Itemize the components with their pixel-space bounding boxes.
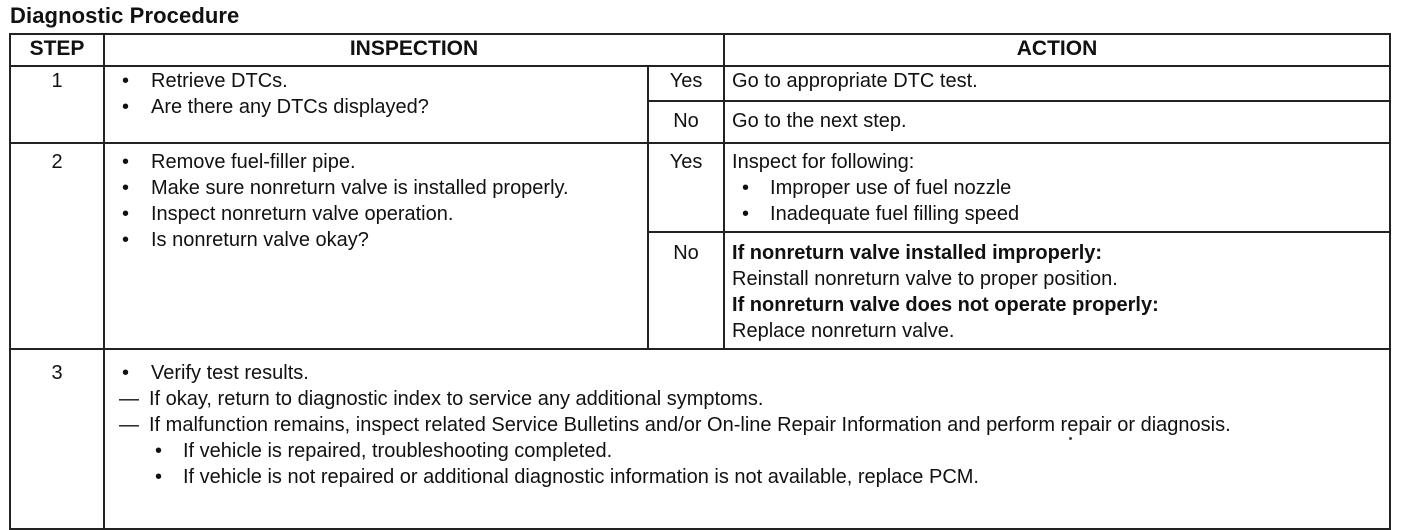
scan-speck <box>1069 437 1072 440</box>
list-item: • Inadequate fuel filling speed <box>732 201 1383 227</box>
diagnostic-procedure-table <box>9 33 1391 530</box>
no-action: Go to the next step. <box>724 101 1390 143</box>
action-header: ACTION <box>724 34 1390 66</box>
list-item: • Are there any DTCs displayed? <box>117 94 639 120</box>
list-item: • Retrieve DTCs. <box>117 68 639 94</box>
no-action-heading: If nonreturn valve does not operate properly: <box>732 294 1159 316</box>
no-action-text: Reinstall nonreturn valve to proper position. <box>732 268 1118 290</box>
yes-action-intro: Inspect for following: <box>732 151 915 173</box>
step-header: STEP <box>10 34 104 66</box>
step3-main-text: Verify test results. <box>151 362 309 384</box>
list-item: • Inspect nonreturn valve operation. <box>117 201 639 227</box>
table-row <box>10 143 1390 232</box>
step-number: 1 <box>10 66 104 143</box>
list-item: • Is nonreturn valve okay? <box>117 227 639 253</box>
table-header-row <box>10 34 1390 66</box>
list-item: • If vehicle is not repaired or additional diagnostic information is not available, replace PCM. <box>151 464 1369 490</box>
no-label: No <box>648 232 724 349</box>
inspection-cell <box>104 66 648 143</box>
list-item: • Make sure nonreturn valve is installed properly. <box>117 175 639 201</box>
table-row <box>10 349 1390 529</box>
yes-action <box>724 143 1390 232</box>
step-number: 2 <box>10 143 104 349</box>
list-item: • If vehicle is repaired, troubleshooting completed. <box>151 438 1369 464</box>
list-item: • Improper use of fuel nozzle <box>732 175 1383 201</box>
no-action-heading: If nonreturn valve installed improperly: <box>732 242 1103 264</box>
list-item <box>117 360 1369 490</box>
list-item: • Remove fuel-filler pipe. <box>117 149 639 175</box>
list-item: — If okay, return to diagnostic index to service any additional symptoms. <box>119 386 1369 412</box>
table-row <box>10 66 1390 101</box>
inspection-cell <box>104 349 1390 529</box>
step-number: 3 <box>10 349 104 529</box>
yes-action: Go to appropriate DTC test. <box>724 66 1390 101</box>
inspection-header: INSPECTION <box>104 34 724 66</box>
page-title: Diagnostic Procedure <box>10 3 240 28</box>
yes-label: Yes <box>648 143 724 232</box>
no-action <box>724 232 1390 349</box>
no-label: No <box>648 101 724 143</box>
inspection-cell <box>104 143 648 349</box>
yes-label: Yes <box>648 66 724 101</box>
list-item: — If malfunction remains, inspect related Service Bulletins and/or On-line Repair Information and perform repair or diagnosis. <box>119 412 1369 438</box>
no-action-text: Replace nonreturn valve. <box>732 320 955 342</box>
